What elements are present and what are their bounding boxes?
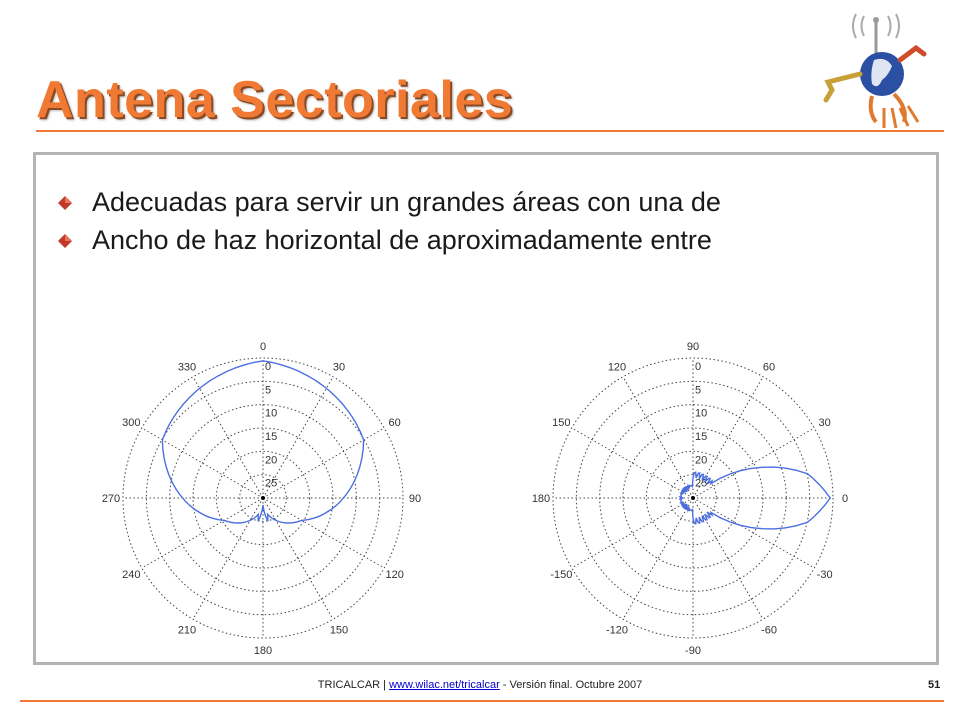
angle-label: 240 <box>122 569 141 581</box>
bullet-list <box>56 183 721 259</box>
angle-label: 90 <box>686 341 700 353</box>
footer-brand: TRICALCAR <box>317 679 381 691</box>
diamond-bullet-icon <box>58 234 72 248</box>
bullet-item <box>56 183 721 221</box>
ring-label: 0 <box>265 361 272 373</box>
footer-suffix: - Versión final. Octubre 2007 <box>499 679 643 691</box>
polar-spoke <box>623 498 693 619</box>
horizontal-pattern-plot <box>100 340 430 660</box>
angle-label: 30 <box>818 417 831 429</box>
footer-separator: | <box>380 679 390 691</box>
plot-origin <box>691 496 695 500</box>
angle-label: 60 <box>762 361 776 374</box>
angle-label: -60 <box>761 624 777 637</box>
ring-label: 20 <box>265 454 278 467</box>
bullet-text: Ancho de haz horizontal de aproximadamente entre <box>92 225 712 255</box>
angle-label: 270 <box>101 493 121 505</box>
ring-label: 25 <box>265 477 278 490</box>
slide-footer <box>0 679 960 691</box>
slide-title: Antena Sectoriales <box>36 71 514 129</box>
polar-spoke <box>263 428 384 498</box>
angle-label: 0 <box>259 341 267 353</box>
polar-spoke <box>142 498 263 568</box>
angle-label: 180 <box>531 493 551 505</box>
ring-label: 20 <box>695 454 708 467</box>
ring-label: 15 <box>265 431 278 443</box>
angle-label: -30 <box>816 569 833 581</box>
angle-label: 90 <box>408 493 422 505</box>
angle-label: 150 <box>329 624 349 637</box>
angle-label: 300 <box>122 417 141 429</box>
ring-label: 10 <box>695 407 708 420</box>
bullet-text: Adecuadas para servir un grandes áreas con una de <box>92 187 721 217</box>
angle-label: -120 <box>605 624 629 637</box>
angle-label: 120 <box>607 361 627 374</box>
angle-label: 30 <box>332 361 346 374</box>
ring-label: 5 <box>265 384 272 397</box>
ring-label: 5 <box>695 384 702 397</box>
angle-label: 60 <box>388 417 401 429</box>
polar-spoke <box>693 428 814 498</box>
angle-label: 150 <box>552 417 571 429</box>
footer-underline <box>20 700 944 702</box>
angle-label: -150 <box>550 569 573 581</box>
ring-label: 10 <box>265 407 278 420</box>
angle-label: 210 <box>177 624 197 637</box>
angle-label: -90 <box>685 645 701 657</box>
vertical-pattern-plot <box>530 340 860 660</box>
polar-spoke <box>572 498 693 568</box>
angle-label: 180 <box>253 645 273 657</box>
wilac-antenna-figure-icon <box>812 4 948 136</box>
angle-label: 0 <box>841 493 849 505</box>
title-underline <box>36 130 944 132</box>
ring-label: 15 <box>695 431 708 443</box>
bullet-item <box>56 221 721 259</box>
plot-origin <box>261 496 265 500</box>
polar-spoke <box>193 498 263 619</box>
ring-label: 0 <box>695 361 702 373</box>
page-number: 51 <box>928 679 941 691</box>
diamond-bullet-icon <box>58 196 72 210</box>
footer-link[interactable]: www.wilac.net/tricalcar <box>389 679 500 691</box>
angle-label: 120 <box>385 569 404 581</box>
angle-label: 330 <box>177 361 197 374</box>
ring-label: 25 <box>695 477 708 490</box>
